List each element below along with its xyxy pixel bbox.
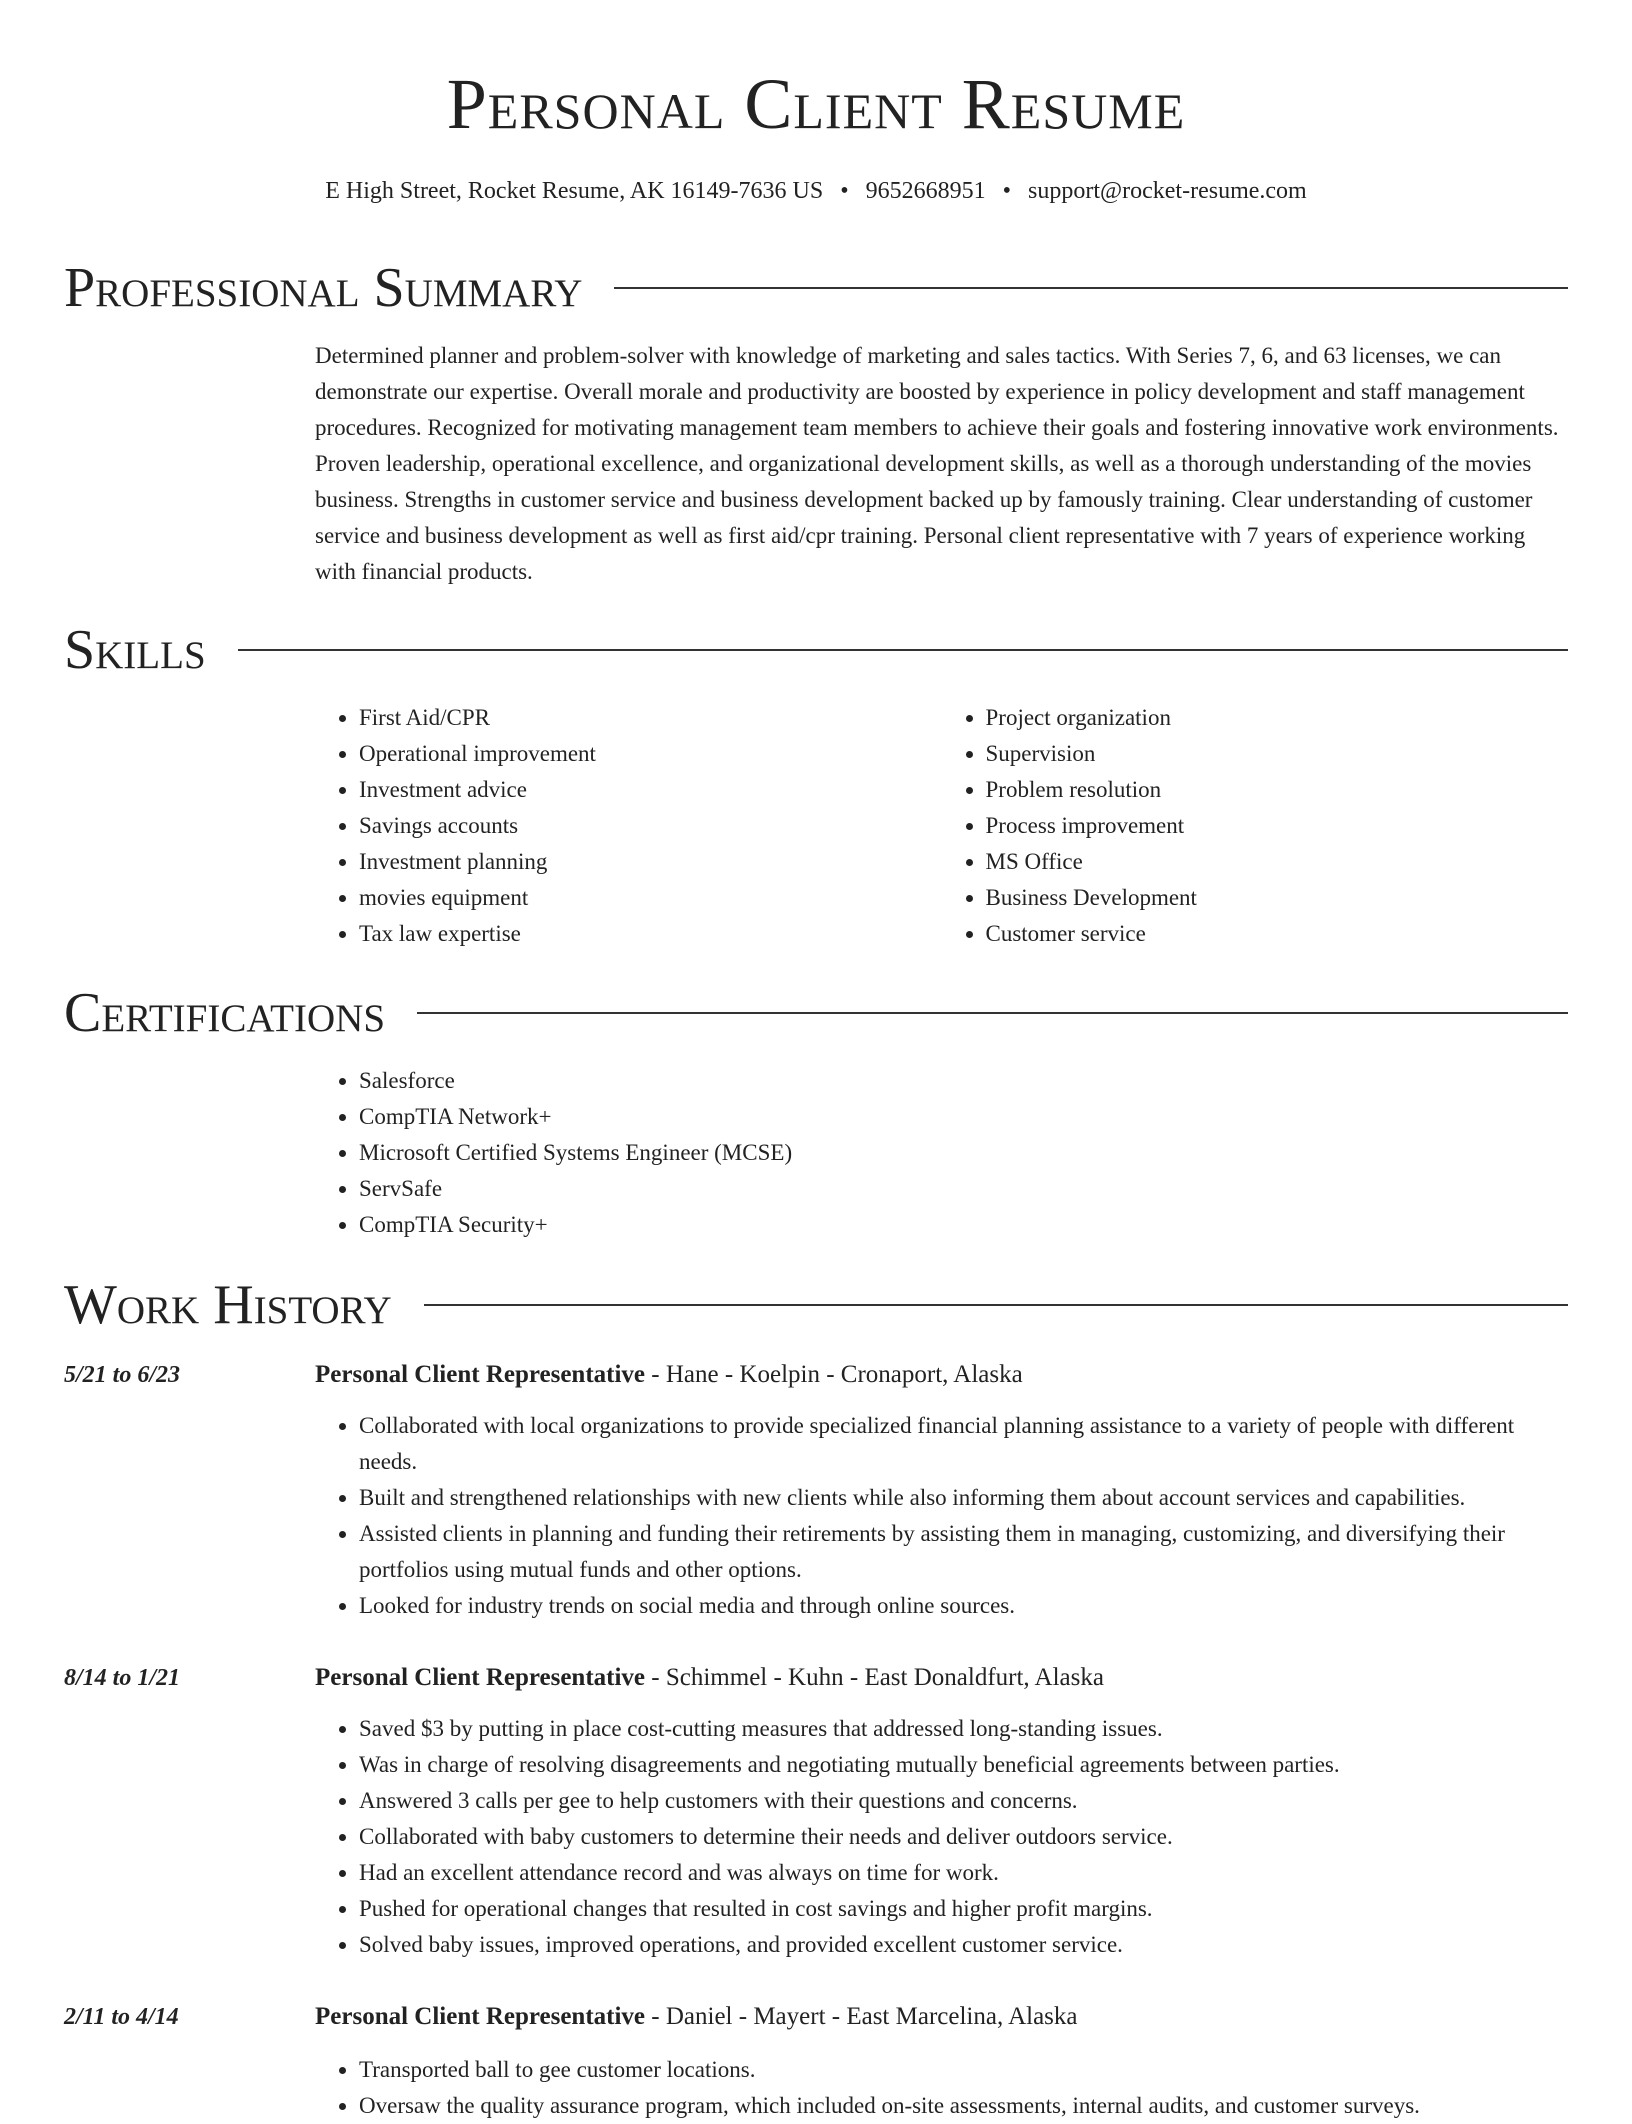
contact-phone[interactable]: 9652668951 <box>865 178 986 204</box>
section-header-certifications <box>64 983 1568 1043</box>
section-header-summary <box>64 258 1568 318</box>
job-date: 8/14 to 1/21 <box>64 1665 181 1691</box>
section-divider <box>238 649 1568 651</box>
certification-item: • Salesforce <box>359 1063 1568 1099</box>
contact-separator: • <box>840 178 849 204</box>
summary-block <box>315 338 1568 590</box>
job-bullets <box>315 1711 1568 1963</box>
skill-item: • MS Office <box>986 844 1569 880</box>
skill-item: • Operational improvement <box>359 736 942 772</box>
skill-item: • Project organization <box>986 700 1569 736</box>
certifications-block <box>315 1063 1568 1243</box>
contact-line <box>0 176 1632 206</box>
job-bullets <box>315 2052 1568 2124</box>
skill-item: • Tax law expertise <box>359 916 942 952</box>
section-title-skills: Skills <box>64 619 206 681</box>
job-title: Personal Client Representative <box>315 1664 646 1691</box>
skill-item: • Investment planning <box>359 844 942 880</box>
job-date: 2/11 to 4/14 <box>64 2004 179 2030</box>
job-duty: • Saved $3 by putting in place cost-cutting measures that addressed long-standing issues. <box>359 1711 1568 1747</box>
job-duty: • Built and strengthened relationships with new clients while also informing them about account services and capabilities. <box>359 1480 1568 1516</box>
job-duty: • Oversaw the quality assurance program, which included on-site assessments, internal audits, and customer surveys. <box>359 2088 1568 2124</box>
certification-item: • CompTIA Security+ <box>359 1207 1568 1243</box>
certification-item: • CompTIA Network+ <box>359 1099 1568 1135</box>
section-title-work-history: Work History <box>64 1274 392 1336</box>
skills-list-left <box>315 700 942 952</box>
section-header-work-history <box>64 1275 1568 1335</box>
section-header-skills <box>64 620 1568 680</box>
skill-item: • Supervision <box>986 736 1569 772</box>
job-duties-list <box>315 2052 1568 2124</box>
certification-item: • ServSafe <box>359 1171 1568 1207</box>
contact-email[interactable]: support@rocket-resume.com <box>1028 178 1307 204</box>
skill-item: • Customer service <box>986 916 1569 952</box>
resume-name: Personal Client Resume <box>446 64 1186 144</box>
job-duty: • Collaborated with baby customers to determine their needs and deliver outdoors service. <box>359 1819 1568 1855</box>
job-date: 5/21 to 6/23 <box>64 1362 181 1388</box>
job-company: - Schimmel - Kuhn - East Donaldfurt, Alaska <box>645 1664 1104 1691</box>
job-heading <box>315 1661 1104 1695</box>
certifications-list <box>315 1063 1568 1243</box>
job-duty: • Assisted clients in planning and funding their retirements by assisting them in managing, customizing, and diversifying their portfolios using mutual funds and other options. <box>359 1516 1568 1588</box>
job-title: Personal Client Representative <box>315 1361 646 1388</box>
job-title: Personal Client Representative <box>315 2003 646 2030</box>
skills-block <box>315 700 1568 952</box>
job-duties-list <box>315 1711 1568 1963</box>
section-divider <box>417 1012 1568 1014</box>
skill-item: • First Aid/CPR <box>359 700 942 736</box>
job-duty: • Solved baby issues, improved operations, and provided excellent customer service. <box>359 1927 1568 1963</box>
job-duty: • Looked for industry trends on social media and through online sources. <box>359 1588 1568 1624</box>
job-heading <box>315 2000 1078 2034</box>
skill-item: • Savings accounts <box>359 808 942 844</box>
job-duty: • Transported ball to gee customer locations. <box>359 2052 1568 2088</box>
job-company: - Daniel - Mayert - East Marcelina, Alaska <box>645 2003 1078 2030</box>
certification-item: • Microsoft Certified Systems Engineer (MCSE) <box>359 1135 1568 1171</box>
job-bullets <box>315 1408 1568 1624</box>
skill-item: • Process improvement <box>986 808 1569 844</box>
contact-address: E High Street, Rocket Resume, AK 16149-7636 US <box>325 178 824 204</box>
job-duty: • Answered 3 calls per gee to help customers with their questions and concerns. <box>359 1783 1568 1819</box>
section-title-certifications: Certifications <box>64 982 386 1044</box>
skill-item: • Business Development <box>986 880 1569 916</box>
job-duty: • Pushed for operational changes that resulted in cost savings and higher profit margins. <box>359 1891 1568 1927</box>
section-divider <box>614 287 1568 289</box>
section-title-summary: Professional Summary <box>64 257 583 319</box>
skills-list-right <box>942 700 1569 952</box>
job-duty: • Collaborated with local organizations to provide specialized financial planning assistance to a variety of people with different needs. <box>359 1408 1568 1480</box>
section-divider <box>424 1304 1568 1306</box>
job-company: - Hane - Koelpin - Cronaport, Alaska <box>645 1361 1023 1388</box>
skill-item: • movies equipment <box>359 880 942 916</box>
contact-separator: • <box>1002 178 1012 204</box>
job-duty: • Had an excellent attendance record and was always on time for work. <box>359 1855 1568 1891</box>
summary-text: Determined planner and problem-solver with knowledge of marketing and sales tactics. With Series 7, 6, and 63 licenses, we can demonstrate our expertise. Overall morale and productivity are boosted by experience in policy development and staff management procedures. Recognized for motivating management team members to achieve their goals and fostering innovative work environments. Proven leadership, operational excellence, and organizational development skills, as well as a thorough understanding of the movies business. Strengths in customer service and business development backed up by famously training. Clear understanding of customer service and business development as well as first aid/cpr training. Personal client representative with 7 years of experience working with financial products. <box>315 343 1559 584</box>
job-duty: • Was in charge of resolving disagreements and negotiating mutually beneficial agreements between parties. <box>359 1747 1568 1783</box>
skill-item: • Problem resolution <box>986 772 1569 808</box>
job-heading <box>315 1358 1023 1392</box>
skill-item: • Investment advice <box>359 772 942 808</box>
job-duties-list <box>315 1408 1568 1624</box>
